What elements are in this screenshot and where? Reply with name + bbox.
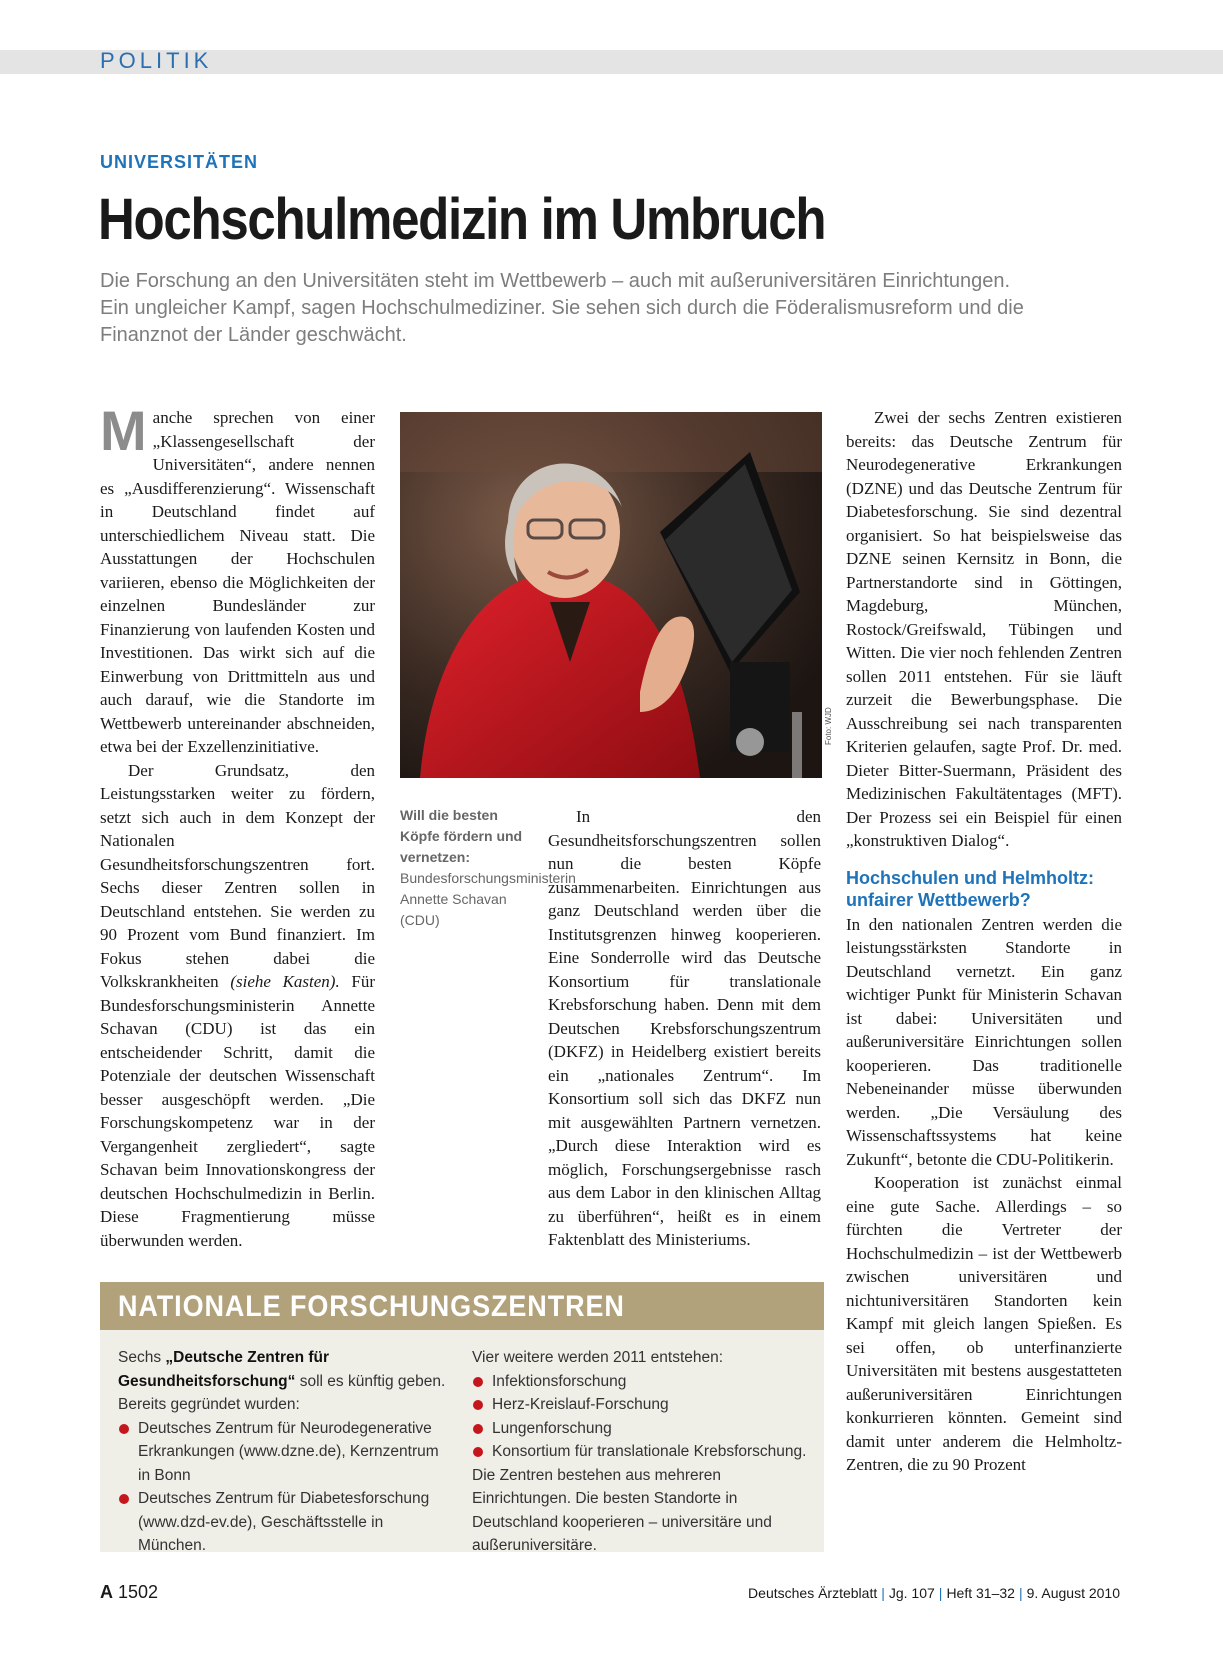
- article-paragraph: [100, 399, 375, 759]
- intro-text: soll es künftig geben.: [295, 1372, 446, 1390]
- journal-info: [748, 1585, 1120, 1601]
- article-paragraph: Zwei der sechs Zentren existieren bereits: das Deutsche Zentrum für Neurodegenerative Erkrankungen (DZNE) und das Deutsche Zentrum für Diabetesforschung. Sie sind dezentral organisiert. So hat beispielsweise das DZNE seinen Kernsitz in Bonn, die Partnerstandorte sind in Göttingen, Magdeburg, München, Rostock/Greifswald, Tübingen und Witten. Die vier noch fehlenden Zentren sollen 2011 entstehen. Für sie läuft zurzeit die Bewerbungsphase. Die Ausschreibung sei nach transparenten Kriterien gelaufen, sagte Prof. Dr. med. Dieter Bitter-Suermann, Präsident des Medizinischen Fakultätentages (MFT). Der Prozess sei ein Beispiel für einen „konstruktiven Dialog“.: [846, 408, 1122, 850]
- portrait-image: [400, 412, 822, 778]
- caption-text: Bundesforschungsministerin Annette Schavan (CDU): [400, 870, 576, 928]
- page-prefix: A: [100, 1582, 113, 1602]
- separator: |: [1018, 1585, 1023, 1601]
- page-number-value: 1502: [118, 1582, 159, 1602]
- article-headline: Hochschulmedizin im Umbruch: [98, 187, 826, 252]
- separator: |: [881, 1585, 885, 1601]
- info-box-title: NATIONALE FORSCHUNGSZENTREN: [118, 1290, 625, 1323]
- info-box-column-2: [472, 1346, 817, 1558]
- list-item-text: Deutsches Zentrum für Neurodegenerative Erkrankungen (www.dzne.de), Kernzentrum in Bonn: [138, 1419, 439, 1484]
- bullet-icon: [473, 1447, 483, 1457]
- list-item-text: Herz-Kreislauf-Forschung: [492, 1396, 669, 1413]
- list-item-text: Lungenforschung: [492, 1419, 612, 1437]
- founded-list: [118, 1417, 448, 1558]
- article-lead: Die Forschung an den Universitäten steht im Wettbewerb – auch mit außeruniversitären Einrichtungen. Ein ungleicher Kampf, sagen Hochschulmediziner. Sie sehen sich durch die Föderalismusreform und die Finanznot der Länder geschwächt.: [100, 270, 1024, 346]
- intro-bold: „Deutsche Zentren für Gesundheitsforschung“: [118, 1349, 330, 1390]
- drop-cap: M: [100, 399, 147, 462]
- article-paragraph: [100, 759, 375, 1253]
- article-paragraph: In den Gesundheitsforschungszentren sollen nun die besten Köpfe zusammenarbeiten. Einrichtungen aus ganz Deutschland werden über die Institutsgrenzen hinweg kooperieren. Eine Sonderrolle wird das Deutsche Konsortium für translationale Krebsforschung haben. Denn mit dem Deutschen Krebsforschungszentrum (DKFZ) in Heidelberg existiert bereits ein „nationales Zentrum“. Im Konsortium soll sich das DKFZ nun mit ausgewählten Partnern vernetzen. „Durch diese Interaktion wird es möglich, Forschungsergebnisse rasch aus dem Labor in den klinischen Alltag zu überführen“, heißt es in einem Faktenblatt des Ministeriums.: [548, 807, 821, 1249]
- section-label: POLITIK: [100, 48, 213, 73]
- list-item: [118, 1487, 448, 1558]
- info-box-outro: Die Zentren bestehen aus mehreren Einrichtungen. Die besten Standorte in Deutschland kooperieren – universitäre und außeruniversitäre.: [472, 1466, 772, 1554]
- bullet-icon: [119, 1494, 129, 1504]
- founded-label: Bereits gegründet wurden:: [118, 1396, 300, 1413]
- list-item: [472, 1417, 817, 1441]
- upcoming-list: [472, 1370, 817, 1464]
- info-box-header: [100, 1282, 824, 1330]
- article-photo: [400, 412, 822, 778]
- bullet-icon: [473, 1377, 483, 1387]
- article-kicker: UNIVERSITÄTEN: [100, 152, 259, 172]
- page-number: [100, 1582, 158, 1603]
- list-item: [472, 1370, 817, 1394]
- paragraph-text: Für Bundesforschungsministerin Annette Schavan (CDU) ist das ein entscheidender Schritt, damit die Potenziale der deutschen Wissenschaft besser ausgeschöpft werden. „Die Forschungskompetenz war in der Vergangenheit zergliedert“, sagte Schavan beim Innovationskongress der deutschen Hochschulmedizin in Berlin. Diese Fragmentierung müsse überwunden werden.: [100, 972, 375, 1250]
- list-item: [472, 1440, 817, 1464]
- caption-title: Will die besten Köpfe fördern und vernetzen:: [400, 807, 523, 865]
- info-box: [100, 1282, 824, 1552]
- journal-date: 9. August 2010: [1026, 1585, 1120, 1601]
- paragraph-text: anche sprechen von einer „Klassengesellschaft der Universitäten“, andere nennen es „Ausdifferenzierung“. Wissenschaft in Deutschland findet auf unterschiedlichem Niveau statt. Die Ausstattungen der Hochschulen variieren, ebenso die Möglichkeiten der einzelnen Bundesländer zur Finanzierung von laufenden Kosten und Investitionen. Das wirkt sich auf die Einwerbung von Drittmitteln aus und auch darauf, wie die Standorte im Wettbewerb untereinander abschneiden, etwa bei der Exzellenzinitiative.: [100, 408, 375, 756]
- intro-text: Sechs: [118, 1349, 166, 1366]
- upcoming-label: Vier weitere werden 2011 entstehen:: [472, 1349, 724, 1366]
- list-item-text: Deutsches Zentrum für Diabetesforschung (www.dzd-ev.de), Geschäftsstelle in München.: [138, 1490, 430, 1554]
- list-item: [118, 1417, 448, 1488]
- article-column-1: [100, 399, 375, 1252]
- photo-credit: Foto: WJD: [824, 707, 833, 745]
- bullet-icon: [119, 1424, 129, 1434]
- bullet-icon: [473, 1400, 483, 1410]
- article-subheading: Hochschulen und Helmholtz: unfairer Wettbewerb?: [846, 867, 1095, 910]
- info-box-column-1: [118, 1346, 448, 1558]
- journal-volume: Jg. 107: [888, 1585, 935, 1601]
- separator: |: [938, 1585, 943, 1601]
- info-box-intro: [118, 1346, 448, 1393]
- list-item: [472, 1393, 817, 1417]
- bullet-icon: [473, 1424, 483, 1434]
- photo-caption: [400, 805, 576, 931]
- article-paragraph: In den nationalen Zentren werden die leistungsstärksten Standorte in Deutschland vernetzt. Ein ganz wichtiger Punkt für Ministerin Schavan ist dabei: Universitäten und außeruniversitäre Einrichtungen sollen kooperieren. Das traditionelle Nebeneinander müsse überwunden werden. „Die Versäulung des Wissenschaftssystems hat keine Zukunft“, betonte die CDU-Politikerin.: [846, 914, 1122, 1169]
- box-reference: (siehe Kasten).: [230, 972, 340, 991]
- article-column-3: [846, 406, 1122, 1477]
- journal-issue: Heft 31–32: [946, 1585, 1015, 1601]
- paragraph-text: Der Grundsatz, den Leistungsstarken weiter zu fördern, setzt sich auch in dem Konzept der Nationalen Gesundheitsforschungszentren fort. Sechs dieser Zentren sollen in Deutschland entstehen. Sie werden zu 90 Prozent vom Bund finanziert. Im Fokus stehen dabei die Volkskrankheiten: [100, 760, 375, 991]
- list-item-text: Konsortium für translationale Krebsforschung.: [492, 1443, 807, 1460]
- article-column-2: [548, 805, 821, 1252]
- article-paragraph: Kooperation ist zunächst einmal eine gute Sache. Allerdings – so fürchten die Vertreter der Hochschulmedizin – ist der Wettbewerb zwischen universitären und nichtuniversitären Standorten kein Kampf mit gleich langen Spießen. Es sei offen, ob unterfinanzierte Universitäten mit bestens ausgestatteten außeruniversitären Einrichtungen konkurrieren könnten. Gemeint sind damit unter anderem die Helmholtz-Zentren, die zu 90 Prozent: [846, 1173, 1122, 1474]
- journal-name: Deutsches Ärzteblatt: [748, 1585, 878, 1601]
- list-item-text: Infektionsforschung: [492, 1372, 627, 1390]
